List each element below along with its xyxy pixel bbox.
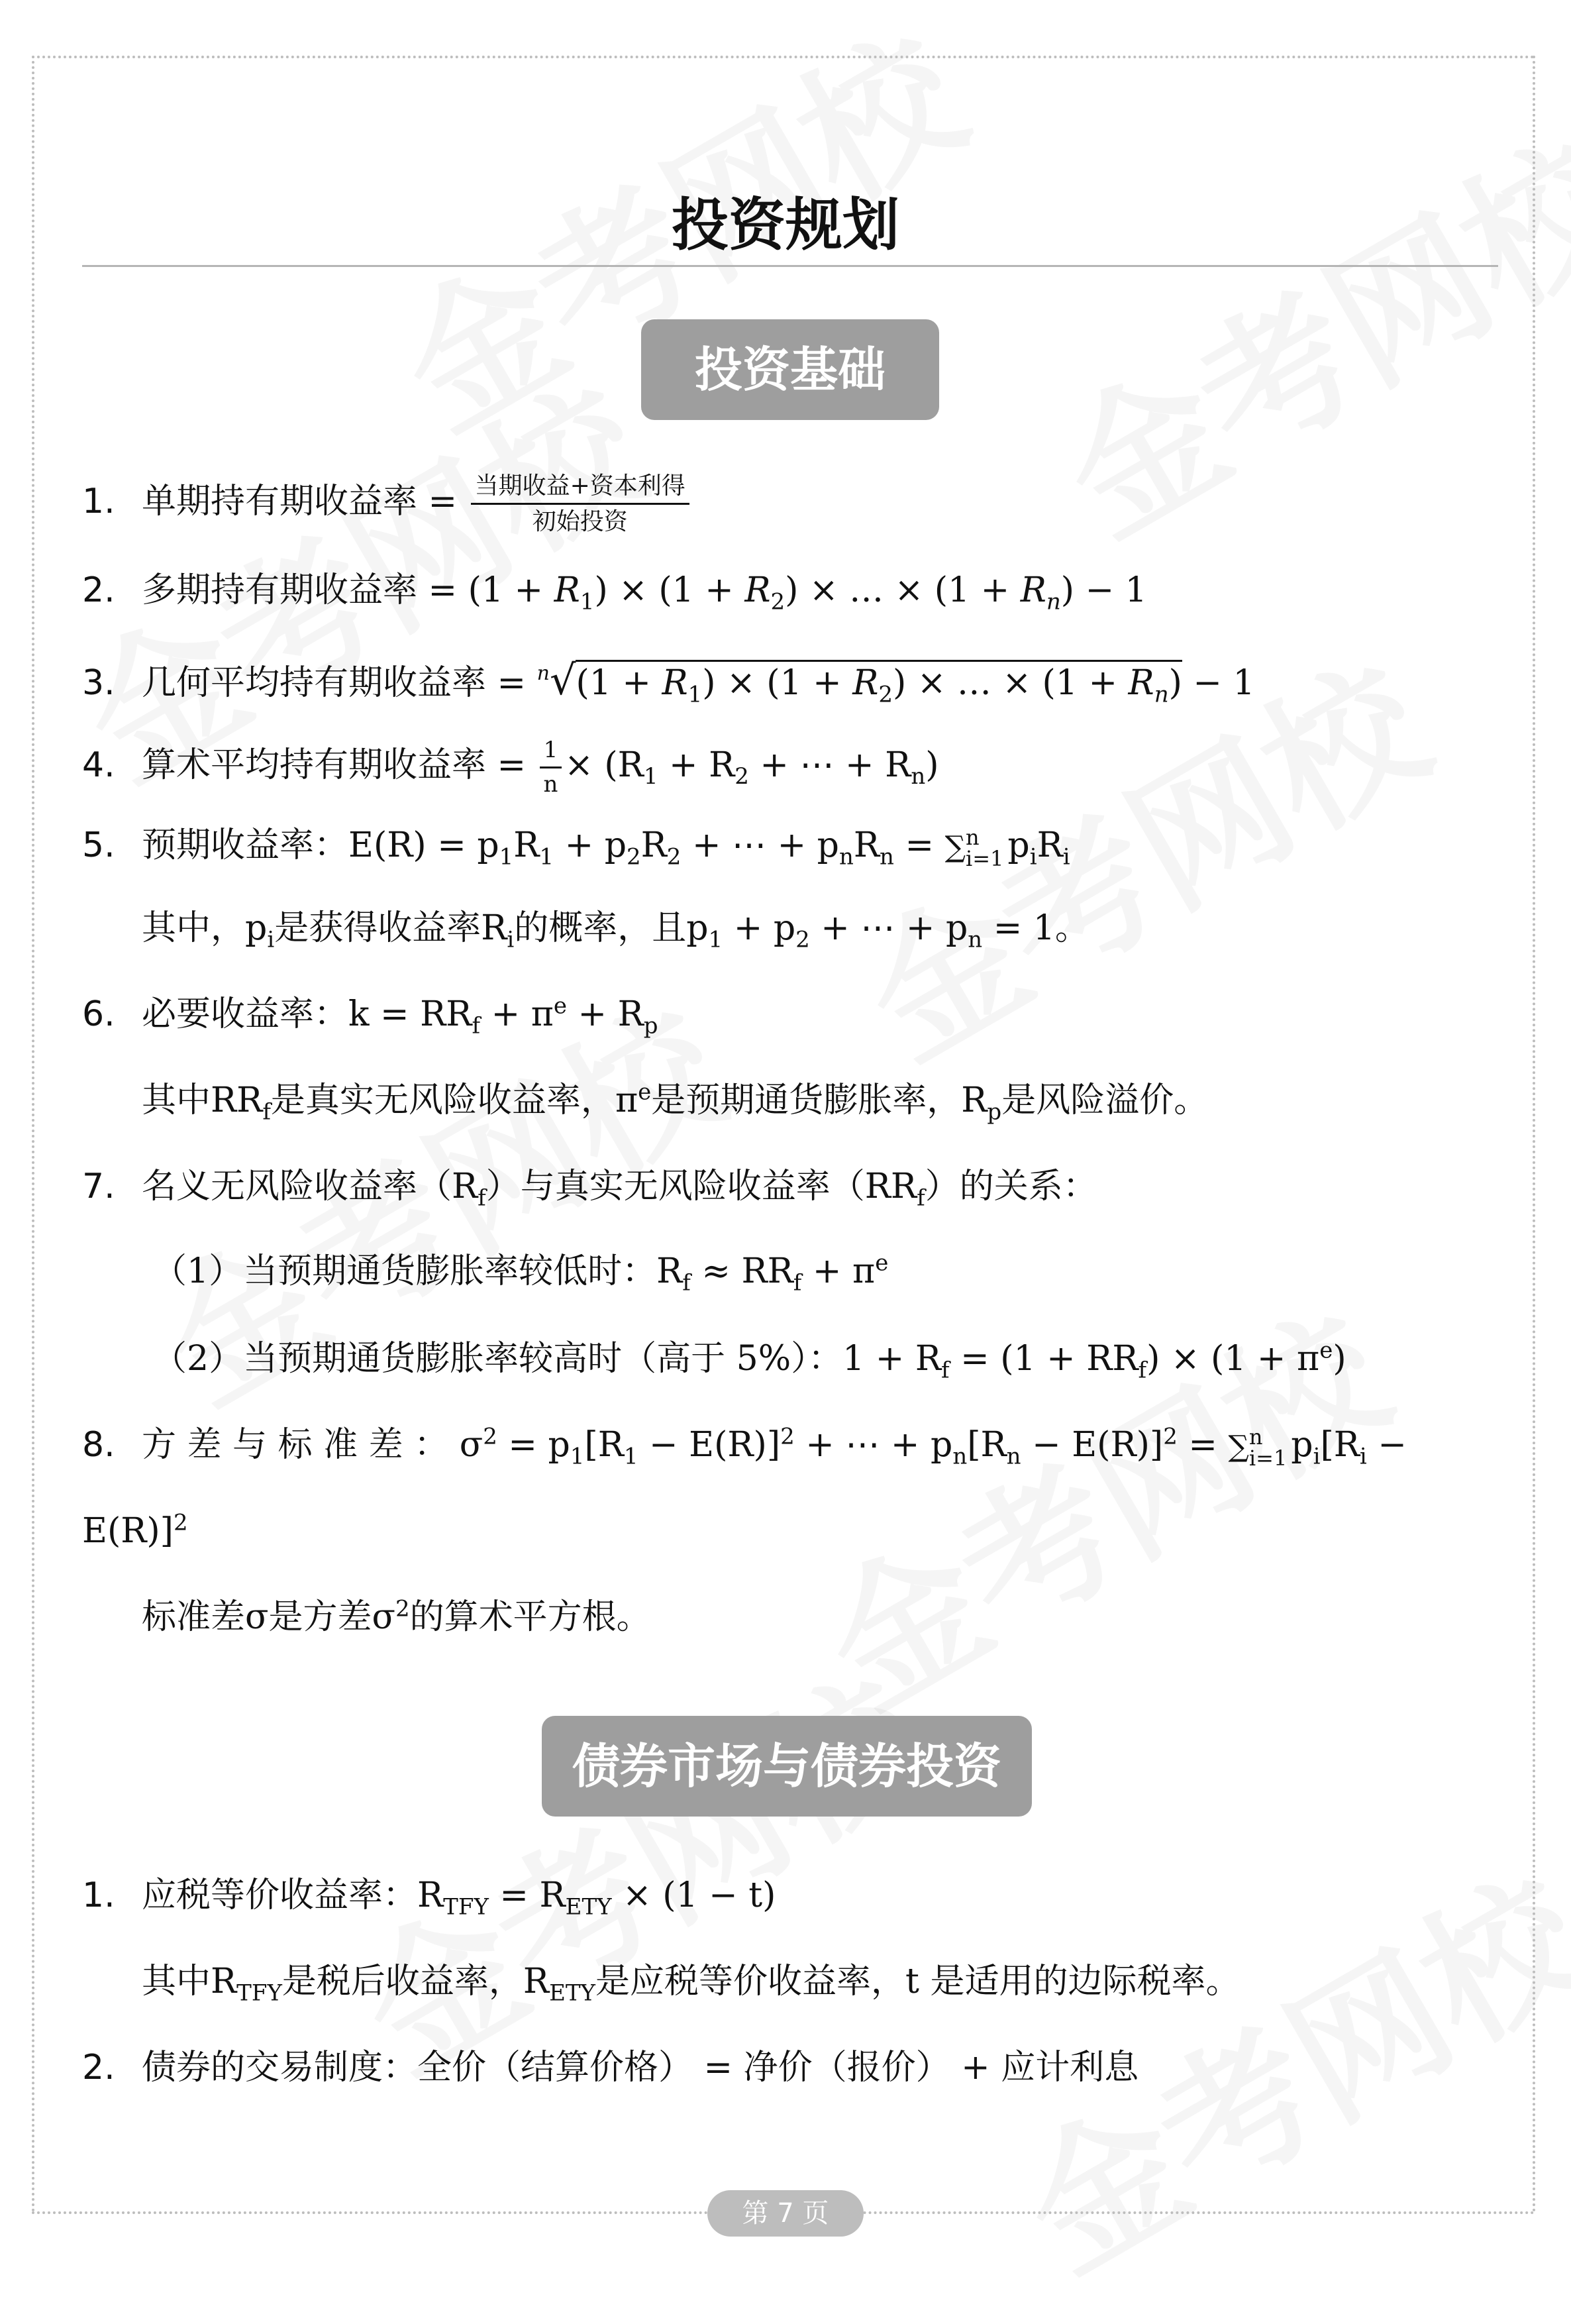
formula-variance: 8. 方 差 与 标 准 差 ： $\sigma^2 = p_1[R_1 - E(R)]^2$ + ⋯ + $p_n[R_n - E(R)]^2$ = ∑ n i=1 $p_i[R_i$ − [82, 1423, 1407, 1471]
formula-variance-cont: E(R)]$^2$ [82, 1509, 188, 1551]
page-title: 投资规划 [672, 192, 899, 258]
section-heading-investment-basics: 投资基础 [641, 319, 939, 420]
formula-nominal-real-relation: 7. 名义无风险收益率$(R_f)$与真实无风险收益率$(RR_f)$的关系： [82, 1167, 1097, 1212]
formula-high-inflation: （2）当预期通货膨胀率较高时（高于 5%）：$1 + R_f = (1 + RR_f) \times (1 + \pi^e)$ [152, 1337, 1346, 1384]
formula-arithmetic-mean-return: 4. 算术平均持有期收益率 = $\frac{1}{n}$ × ($R_1 + R_2$ + ⋯ + $R_n$) [82, 737, 939, 798]
formula-multi-period-return: 2. 多期持有期收益率 = $(1 + R_1) \times (1 + R_2)$ × … × $(1 + R_n) - 1$ [82, 570, 1147, 615]
title-divider [82, 265, 1498, 267]
formula-expected-return: 5. 预期收益率：$E(R) = p_1R_1 + p_2R_2$ + ⋯ + $p_nR_n$ = ∑ n i=1 $p_iR_i$ [82, 824, 1070, 871]
formula-low-inflation: （1）当预期通货膨胀率较低时：$R_f \approx RR_f + \pi^e$ [152, 1249, 889, 1296]
note-expected-return: 其中，$p_i$是获得收益率$R_i$的概率，且$p_1 + p_2$ + ⋯ + $p_n = 1$。 [142, 908, 1090, 953]
formula-geometric-mean-return: 3. 几何平均持有期收益率 = $^n√(1 + R_1) \times (1 + R_2)$ × … × $(1 + R_n) - 1$ [82, 656, 1255, 708]
formula-bond-trading-price: 2. 债券的交易制度：全价（结算价格） = 净价（报价） + 应计利息 [82, 2048, 1139, 2087]
note-required-return: 其中$RR_f$是真实无风险收益率，$\pi^e$是预期通货膨胀率，$R_p$是风险溢价。 [142, 1079, 1209, 1126]
note-standard-deviation: 标准差σ是方差$\sigma^2$的算术平方根。 [142, 1595, 651, 1637]
note-taxable-equivalent-yield: 其中$R_{TFY}$是税后收益率，$R_{ETY}$是应税等价收益率，t 是适用的边际税率。 [142, 1962, 1241, 2007]
formula-taxable-equivalent-yield: 1. 应税等价收益率：$R_{TFY} = R_{ETY} \times (1 - t)$ [82, 1875, 776, 1921]
formula-required-return: 6. 必要收益率：$k = RR_f + \pi^e + R_p$ [82, 992, 658, 1039]
page-number: 第 7 页 [707, 2190, 864, 2237]
formula-single-period-return: 1. 单期持有期收益率 = $\frac{\text{当期收益+资本利得}}{\text{初始投资}}$ [82, 472, 692, 536]
section-heading-bond-market: 债券市场与债券投资 [542, 1716, 1032, 1817]
